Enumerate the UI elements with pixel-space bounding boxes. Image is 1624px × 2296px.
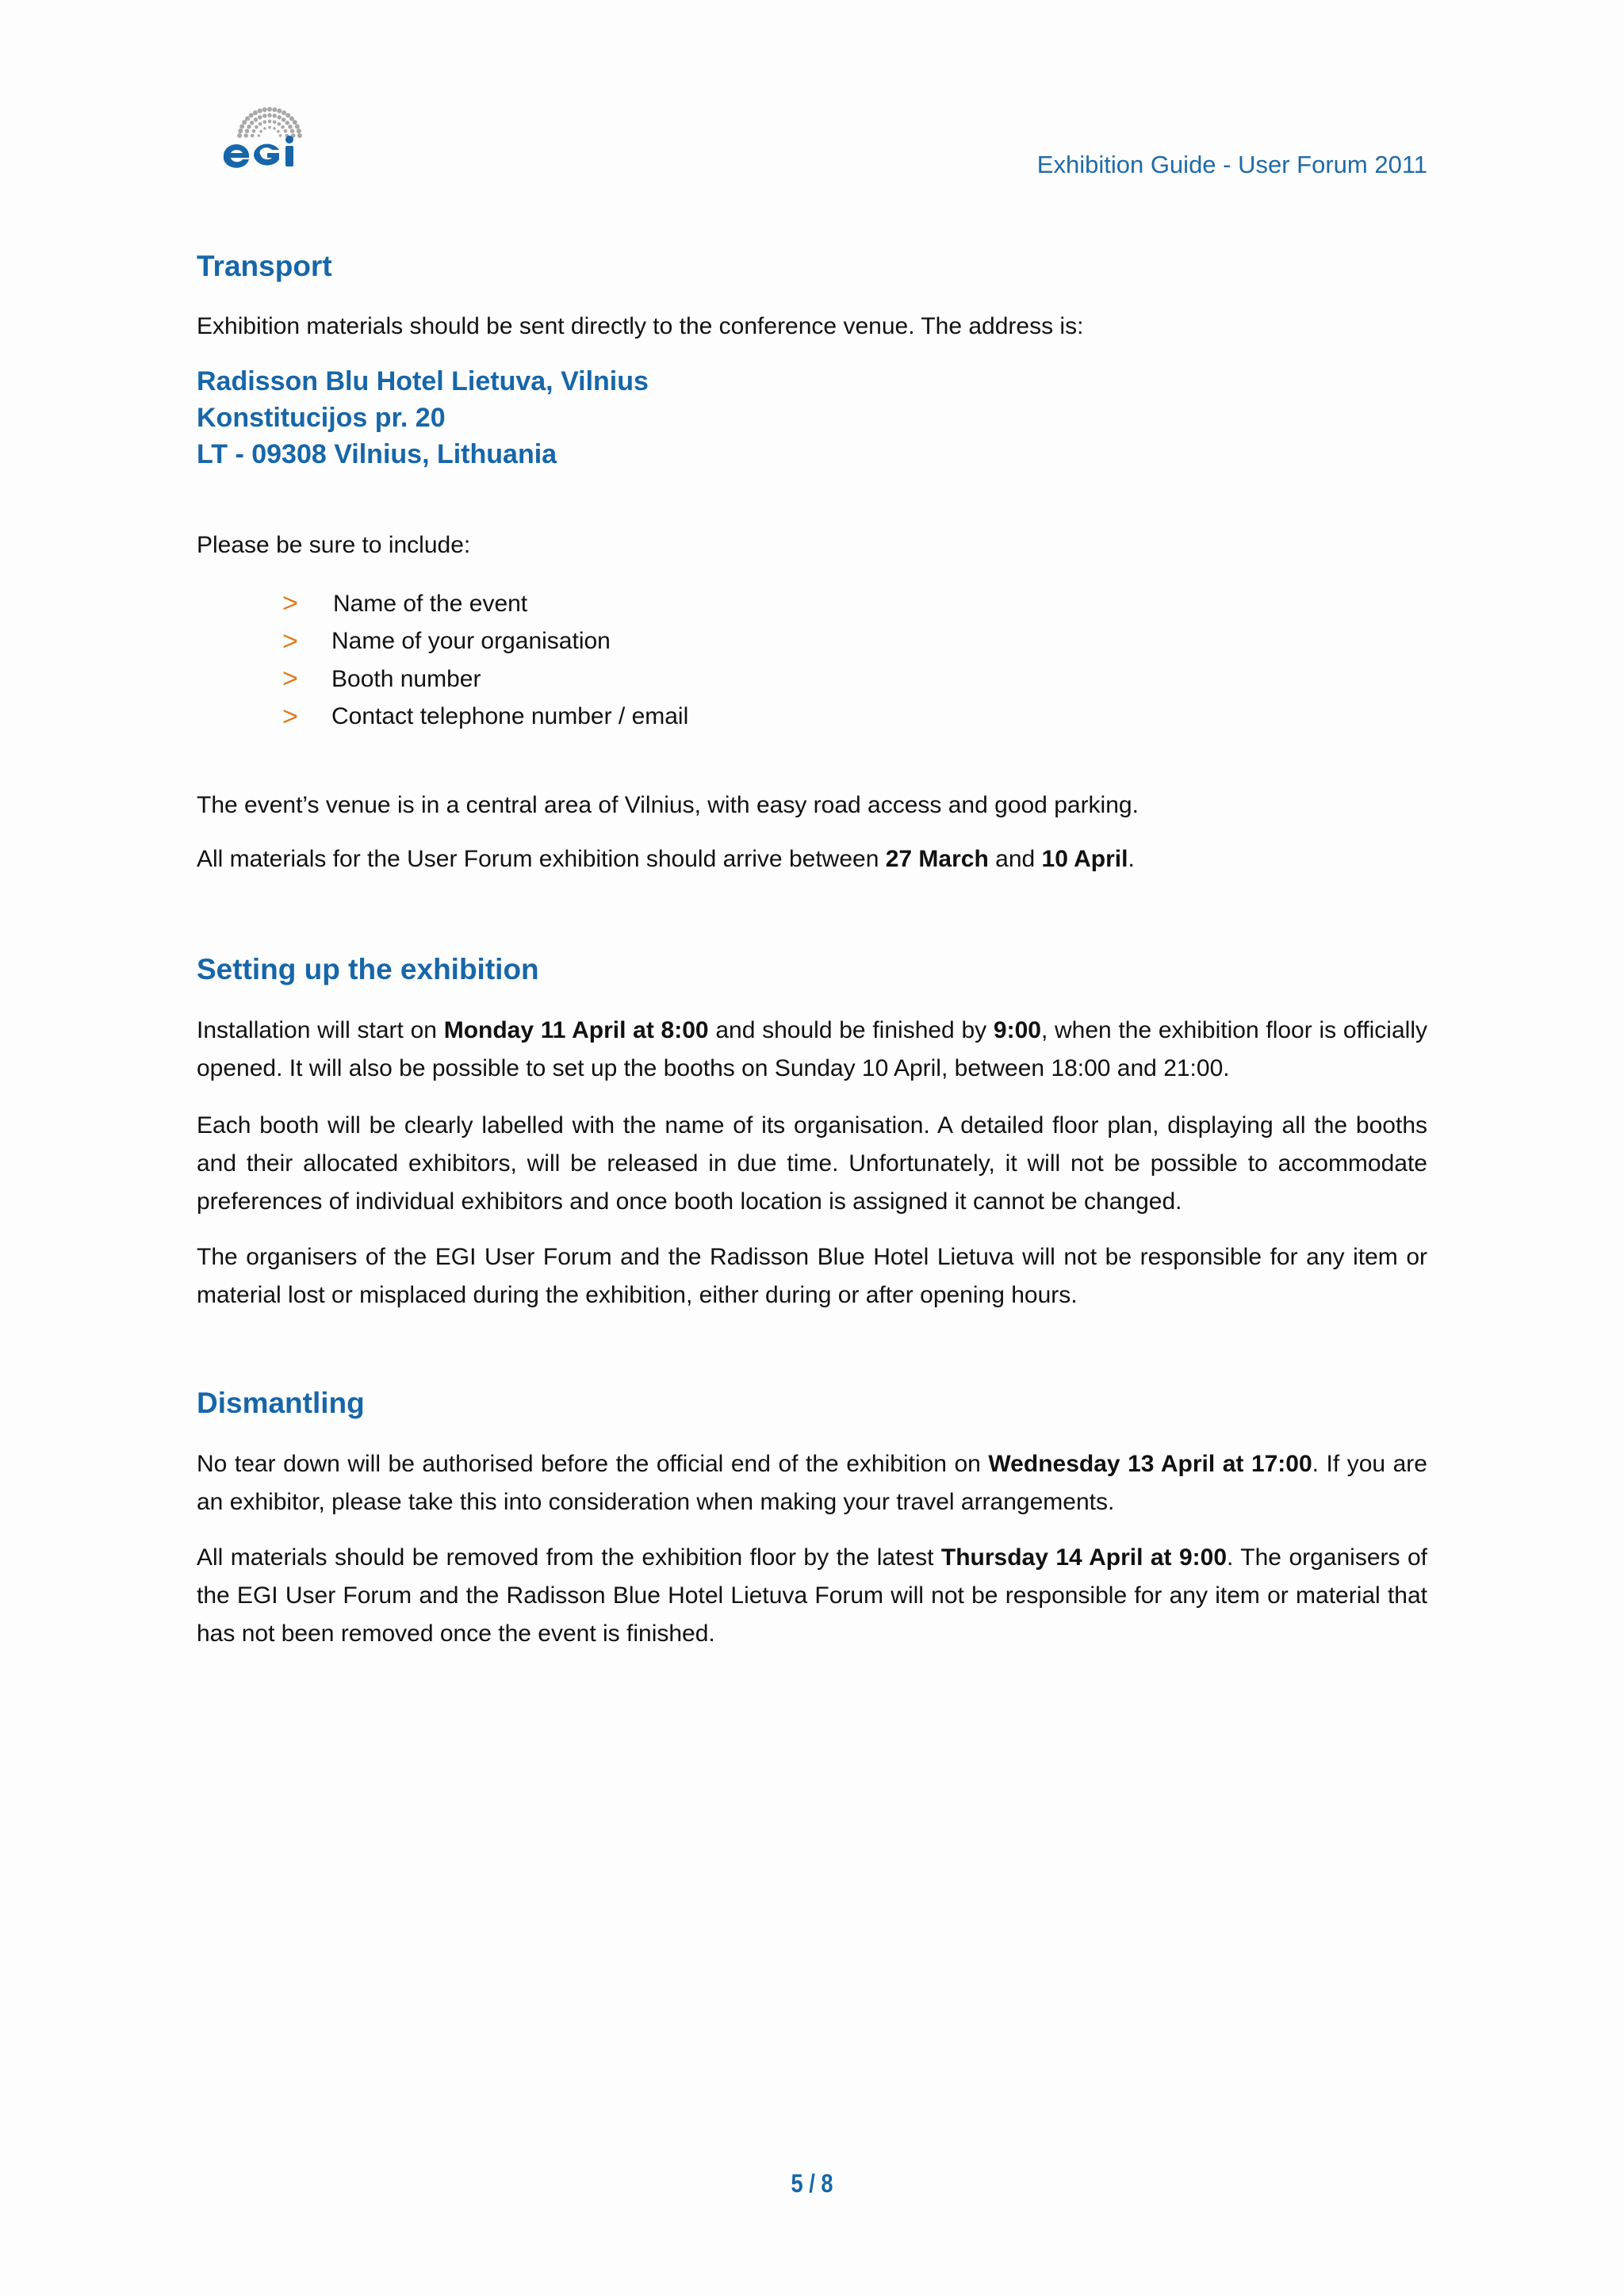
address-line: Radisson Blu Hotel Lietuva, Vilnius [197, 366, 649, 396]
list-item: > Booth number [282, 664, 481, 695]
address-line: LT - 09308 Vilnius, Lithuania [197, 439, 557, 469]
include-list [282, 585, 688, 736]
arrow-bullet-icon: > [282, 588, 298, 619]
dismantling-heading: Dismantling [197, 1387, 365, 1419]
transport-intro: Exhibition materials should be sent directly to the conference venue. The address is: [197, 313, 1084, 339]
arrival-dates: All materials for the User Forum exhibition should arrive between 27 March and 10 April. [197, 846, 1135, 872]
list-item: > Name of your organisation [282, 626, 611, 656]
venue-address [197, 363, 649, 473]
list-item: > Name of the event [282, 588, 528, 619]
page-number: 5 / 8 [791, 2169, 833, 2198]
setup-paragraph: The organisers of the EGI User Forum and the Radisson Blue Hotel Lietuva will not be responsible for any item or material lost or misplaced during the exhibition, either during or after opening hours. [197, 1244, 1427, 1308]
address-line: Konstitucijos pr. 20 [197, 403, 446, 433]
venue-note: The event’s venue is in a central area of Vilnius, with easy road access and good parking. [197, 792, 1139, 818]
include-intro: Please be sure to include: [197, 532, 471, 558]
setup-paragraph: Each booth will be clearly labelled with the name of its organisation. A detailed floor plan, displaying all the booths and their allocated exhibitors, will be released in due time. Unfortunately, it will not be possible to accommodate preferences of individual exhibitors and once booth location is assigned it cannot be changed. [197, 1112, 1427, 1215]
header-title: Exhibition Guide - User Forum 2011 [1036, 151, 1427, 178]
egi-logo [219, 97, 324, 179]
arrow-bullet-icon: > [282, 701, 298, 732]
list-item: > Contact telephone number / email [282, 701, 689, 732]
transport-heading: Transport [197, 250, 332, 282]
setup-paragraph: Installation will start on Monday 11 April at 8:00 and should be finished by 9:00, when the exhibition floor is officially opened. It will also be possible to set up the booths on Sunday 10 April, between 18:00 and 21:00. [197, 1017, 1427, 1081]
dismantling-paragraph: No tear down will be authorised before the official end of the exhibition on Wednesday 13 April at 17:00. If you are an exhibitor, please take this into consideration when making your travel arrangements. [197, 1451, 1427, 1515]
arrow-bullet-icon: > [282, 626, 298, 656]
dismantling-paragraph: All materials should be removed from the exhibition floor by the latest Thursday 14 April at 9:00. The organisers of the EGI User Forum and the Radisson Blue Hotel Lietuva Forum will not be responsible for any item or material that has not been removed once the event is finished. [197, 1544, 1427, 1647]
setup-heading: Setting up the exhibition [197, 953, 539, 985]
arrow-bullet-icon: > [282, 664, 298, 695]
